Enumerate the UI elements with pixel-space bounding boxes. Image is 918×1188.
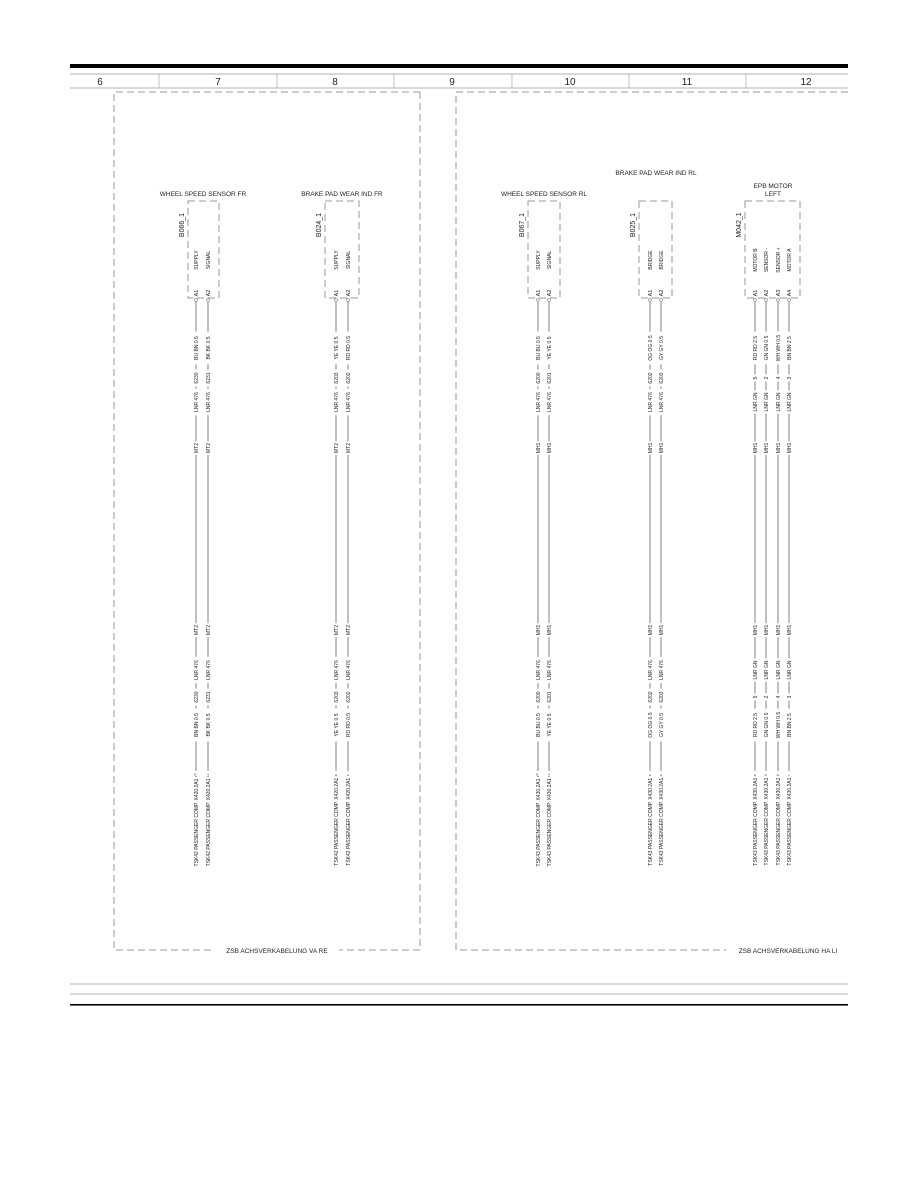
wire-spec: GN GN 0.5 [764,712,770,738]
pin-number: A1 [536,289,542,297]
wire-spec: RD RD 2.5 [753,335,759,361]
circuit-number: 3 [787,695,793,699]
pin-number: A1 [753,289,759,297]
wire-spec: GY GY 0.5 [659,336,665,360]
wire [193,302,200,866]
pin-terminal [754,299,757,302]
harness-code: MH1 [648,624,654,636]
terminal-label: TSK43 PASSENGER COMP. X430.2A1 ³ [764,774,770,866]
wire-spec: OG OG 0.5 [648,712,654,738]
part-number: LNR 476 [536,392,542,412]
pin-number: A2 [206,289,212,297]
terminal-label: TSK42 PASSENGER COMP. X420.2A1 ¹¹ [206,773,212,867]
connector-outline [639,201,672,298]
pin-terminal [765,299,768,302]
part-number: LNR GN [764,660,770,680]
part-number: LNR 476 [536,660,542,680]
wire [205,302,212,866]
wire-spec: BU BU 0.5 [536,336,542,360]
circuit-number: 2 [764,376,770,380]
circuit-number: 6202 [346,372,352,384]
wire-spec: YE YE 0.5 [547,713,553,737]
terminal-label: TSK42 PASSENGER COMP. X420.2A1 ¹⁰ [194,773,200,867]
circuit-number: 3 [787,376,793,380]
harness-code: MT2 [346,625,352,635]
pin-name: MOTOR A [787,248,793,272]
part-number: LNR 476 [334,392,340,412]
circuit-number: 6201 [547,372,553,384]
harness-code: MH1 [753,442,759,454]
part-number: LNR 476 [334,660,340,680]
wire-spec: WH WH 0.5 [776,334,782,362]
component-id: B024_1 [316,212,323,238]
part-number: LNR 476 [346,660,352,680]
wire-spec: GN GN 0.5 [764,335,770,361]
harness-code: MH1 [753,624,759,636]
part-number: LNR GN [753,660,759,680]
circuit-number: 6203 [659,372,665,384]
pin-name: BRIDGE [648,250,654,270]
circuit-number: 2 [764,695,770,699]
pin-name: MOTOR B [753,248,759,272]
pin-number: A1 [648,289,654,297]
component-title: EPB MOTOR [753,183,793,190]
pin-terminal [207,299,210,302]
circuit-number: 6201 [547,691,553,703]
circuit-number: 6200 [536,691,542,703]
component-id: B066_1 [179,212,186,238]
column-ruler [97,74,812,88]
component-title: BRAKE PAD WEAR IND FR [301,191,383,198]
circuit-number: 6231 [206,372,212,384]
column-number: 11 [681,77,693,88]
pin-name: SUPPLY [536,250,542,270]
wire [752,302,759,866]
part-number: LNR GN [787,392,793,412]
circuit-number: 6202 [648,691,654,703]
harness-code: MH1 [547,624,553,636]
harness-zone [114,92,420,955]
harness-code: MH1 [787,624,793,636]
wire-spec: RD RD 0.5 [346,335,352,361]
component-id: B067_1 [519,212,526,238]
component-id: M042_1 [736,212,743,238]
wire-spec: YE YE 0.5 [334,713,340,737]
pin-terminal [660,299,663,302]
wire-spec: BN BN 2.5 [787,336,793,360]
wire-spec: BN BN 2.5 [787,713,793,737]
drawing-frame [70,64,848,1006]
part-number: LNR 476 [648,660,654,680]
terminal-label: TSK43 PASSENGER COMP. X430.2A1 ⁶ [753,774,759,866]
part-number: LNR 476 [648,392,654,412]
circuit-number: 6200 [536,372,542,384]
component-m042_1 [736,183,800,866]
wire-spec: YE YE 0.5 [547,336,553,360]
column-number: 8 [332,77,338,88]
pin-number: A2 [547,289,553,297]
harness-code: MH1 [547,442,553,454]
circuit-number: 5 [753,376,759,380]
harness-code: MT2 [334,625,340,635]
harness-code: MH1 [659,624,665,636]
pin-terminal [335,299,338,302]
component-title: WHEEL SPEED SENSOR RL [500,191,588,198]
wire [546,302,553,866]
part-number: LNR 476 [206,660,212,680]
wire [775,302,782,865]
pin-name: SUPPLY [194,250,200,270]
harness-code: MH1 [764,624,770,636]
pin-number: A1 [334,289,340,297]
part-number: LNR 476 [659,392,665,412]
part-number: LNR 476 [194,660,200,680]
column-number: 9 [449,77,455,88]
pin-number: A2 [346,289,352,297]
column-number: 10 [564,77,576,88]
wire [535,302,542,866]
harness-code: MH1 [648,442,654,454]
pin-name: SIGNAL [206,250,212,270]
harness-code: MH1 [659,442,665,454]
component-b024_1 [301,191,383,866]
part-number: LNR 476 [346,392,352,412]
column-number: 6 [97,77,103,88]
pin-terminal [548,299,551,302]
circuit-number: 6231 [206,691,212,703]
circuit-number: 6203 [334,691,340,703]
pin-number: A3 [776,289,782,297]
wire-spec: WH WH 0.5 [776,711,782,739]
harness-code: MH1 [776,624,782,636]
terminal-label: TSK43 PASSENGER COMP. X430.2A1 ¹¹ [547,773,553,867]
column-number: 7 [215,77,221,88]
component-b025_1 [630,201,672,866]
pin-number: A4 [787,289,793,297]
circuit-number: 4 [776,695,782,699]
circuit-number: 6203 [659,691,665,703]
wire [658,302,665,866]
wire-spec: BK BK 0.5 [206,713,212,737]
pin-name: SENSOR + [776,247,782,273]
wire-spec: BU BN 0.5 [194,336,200,360]
harness-code: MH1 [787,442,793,454]
components [160,183,800,866]
pin-name: SIGNAL [346,250,352,270]
pin-name: SUPPLY [334,250,340,270]
pin-name: SENSOR - [764,247,770,273]
terminal-label: TSK42 PASSENGER COMP. X420.2A1 ⁸ [334,774,340,866]
part-number: LNR 476 [194,392,200,412]
part-number: LNR 476 [206,392,212,412]
circuit-number: 6202 [346,691,352,703]
component-id: B025_1 [630,212,637,238]
harness-code: MT2 [194,625,200,635]
wire-spec: BK BK 0.5 [206,336,212,360]
connector-outline [188,201,219,298]
part-number: LNR 476 [659,660,665,680]
part-number: LNR GN [787,660,793,680]
wire [786,302,793,866]
pin-number: A2 [764,289,770,297]
circuit-number: 6230 [194,372,200,384]
pin-terminal [649,299,652,302]
pin-terminal [537,299,540,302]
pin-name: BRIDGE [659,250,665,270]
harness-code: MH1 [764,442,770,454]
harness-code: MT2 [206,625,212,635]
zone-label: ZSB ACHSVERKABELUNG VA RE [226,948,328,955]
terminal-label: TSK43 PASSENGER COMP. X430.2A1 ⁸ [648,774,654,866]
harness-code: MT2 [334,443,340,453]
part-number: LNR 476 [547,660,553,680]
terminal-label: TSK42 PASSENGER COMP. X420.2A1 ⁹ [346,774,352,866]
pin-name: SIGNAL [547,250,553,270]
harness-code: MT2 [206,443,212,453]
pin-terminal [777,299,780,302]
pin-terminal [788,299,791,302]
terminal-label: TSK43 PASSENGER COMP. X430.2A1 ¹⁰ [536,773,542,867]
component-b066_1 [160,191,247,866]
part-number: LNR GN [764,392,770,412]
column-number: 12 [800,77,812,88]
circuit-number: 6230 [194,691,200,703]
wire-spec: RD RD 2.5 [753,712,759,738]
part-number: LNR GN [753,392,759,412]
harness-code: MT2 [194,443,200,453]
component-title: WHEEL SPEED SENSOR FR [159,191,247,198]
pin-number: A2 [659,289,665,297]
component-b067_1 [501,191,587,866]
wire [345,302,352,866]
part-number: LNR GN [776,660,782,680]
wire-spec: RD RD 0.5 [346,712,352,738]
pin-number: A1 [194,289,200,297]
circuit-number: 6202 [648,372,654,384]
circuit-number: 4 [776,376,782,380]
pin-terminal [195,299,198,302]
circuit-number: 5 [753,695,759,699]
component-title: LEFT [765,191,781,198]
part-number: LNR 476 [547,392,553,412]
wire-spec: YE YE 0.5 [334,336,340,360]
wire [763,302,770,865]
wire [647,302,654,866]
wire-spec: OG OG 0.5 [648,335,654,361]
harness-code: MT2 [346,443,352,453]
pin-terminal [347,299,350,302]
harness-code: MH1 [536,624,542,636]
terminal-label: TSK43 PASSENGER COMP. X430.2A1 ⁹ [659,774,665,866]
harness-code: MH1 [776,442,782,454]
wire [333,302,340,866]
wire-spec: BN BN 0.5 [194,713,200,737]
circuit-number: 6203 [334,372,340,384]
zone-label: ZSB ACHSVERKABELUNG HA LI [738,948,838,955]
wire-spec: BU BU 0.5 [536,713,542,737]
harness-code: MH1 [536,442,542,454]
brake-pad-wear-rl-label: BRAKE PAD WEAR IND RL [615,170,697,177]
part-number: LNR GN [776,392,782,412]
wire-spec: GY GY 0.5 [659,713,665,737]
connector-outline [528,201,560,298]
terminal-label: TSK43 PASSENGER COMP. X430.2A1 ² [776,774,782,866]
terminal-label: TSK43 PASSENGER COMP. X430.2A1 ⁷ [787,774,793,866]
connector-outline [325,201,359,298]
